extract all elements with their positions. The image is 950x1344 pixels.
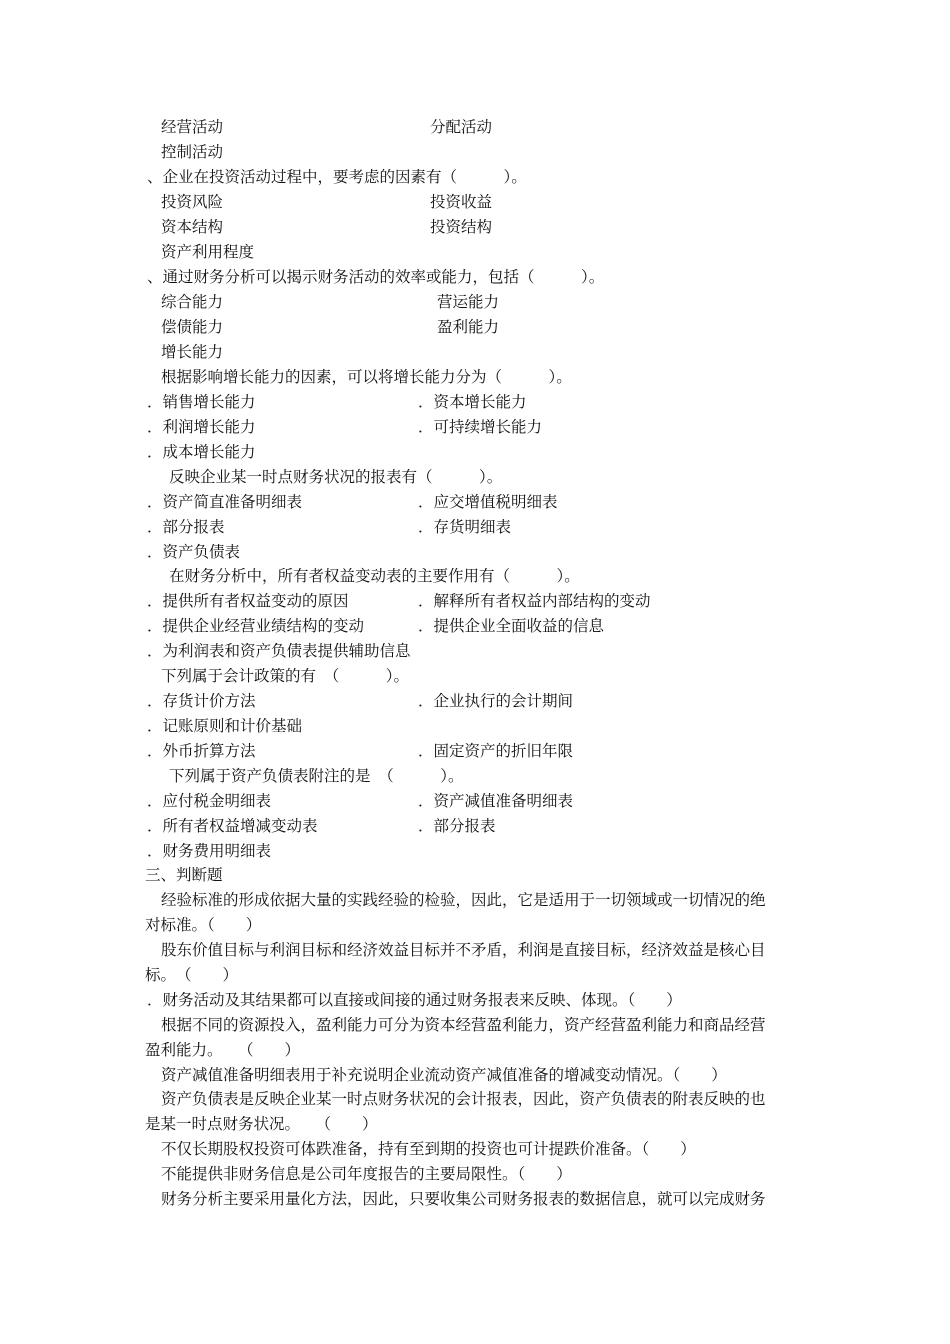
statement-text: 资产负债表是反映企业某一时点财务状况的会计报表，因此，资产负债表的附表反映的也 xyxy=(161,1090,766,1108)
option-text: 投资风险 xyxy=(161,193,224,211)
option-text: ．解释所有者权益内部结构的变动 xyxy=(418,592,651,610)
option-text: ．可持续增长能力 xyxy=(418,418,543,436)
option-text: 增长能力 xyxy=(161,343,224,361)
question-text: 、企业在投资活动过程中，要考虑的因素有（ ）。 xyxy=(147,168,527,186)
option-text: 资本结构 xyxy=(161,218,224,236)
option-text: ．存货计价方法 xyxy=(147,692,256,710)
option-text: ．提供企业全面收益的信息 xyxy=(418,617,605,635)
option-text: ．外币折算方法 xyxy=(147,742,256,760)
option-text: ．利润增长能力 xyxy=(147,418,256,436)
option-text: ．资产简直准备明细表 xyxy=(147,493,303,511)
statement-text: 不仅长期股权投资可体跌准备，持有至到期的投资也可计提跌价准备。（ ） xyxy=(161,1140,696,1158)
section-heading: 三、判断题 xyxy=(145,866,223,884)
option-text: ．企业执行的会计期间 xyxy=(418,692,574,710)
statement-text: 股东价值目标与利润目标和经济效益目标并不矛盾，利润是直接目标，经济效益是核心目 xyxy=(161,941,766,959)
option-text: ．提供所有者权益变动的原因 xyxy=(147,592,349,610)
option-text: ．提供企业经营业绩结构的变动 xyxy=(147,617,365,635)
option-text: 盈利能力 xyxy=(437,318,500,336)
option-text: ．财务费用明细表 xyxy=(147,842,272,860)
statement-text: ．财务活动及其结果都可以直接或间接的通过财务报表来反映、体现。（ ） xyxy=(147,991,682,1009)
option-text: ．资本增长能力 xyxy=(418,393,527,411)
option-text: ．资产负债表 xyxy=(147,543,241,561)
statement-text: 经验标准的形成依据大量的实践经验的检验，因此，它是适用于一切领域或一切情况的绝 xyxy=(161,891,766,909)
option-text: ．应交增值税明细表 xyxy=(418,493,558,511)
question-text: 下列属于资产负债表附注的是 （ ）。 xyxy=(169,767,464,785)
option-text: 资产利用程度 xyxy=(161,243,255,261)
statement-text: 是某一时点财务状况。 （ ） xyxy=(145,1115,378,1133)
option-text: ．为利润表和资产负债表提供辅助信息 xyxy=(147,642,411,660)
option-text: ．固定资产的折旧年限 xyxy=(418,742,574,760)
option-text: ．所有者权益增减变动表 xyxy=(147,817,318,835)
option-text: 分配活动 xyxy=(430,118,493,136)
statement-text: 财务分析主要采用量化方法，因此，只要收集公司财务报表的数据信息，就可以完成财务 xyxy=(161,1190,766,1208)
option-text: 投资收益 xyxy=(430,193,493,211)
option-text: ．销售增长能力 xyxy=(147,393,256,411)
question-text: 根据影响增长能力的因素，可以将增长能力分为（ ）。 xyxy=(161,368,572,386)
question-text: 在财务分析中，所有者权益变动表的主要作用有（ ）。 xyxy=(169,567,580,585)
question-text: 、通过财务分析可以揭示财务活动的效率或能力，包括（ ）。 xyxy=(147,268,605,286)
option-text: 经营活动 xyxy=(161,118,224,136)
statement-text: 根据不同的资源投入，盈利能力可分为资本经营盈利能力，资产经营盈利能力和商品经营 xyxy=(161,1016,766,1034)
option-text: ．资产减值准备明细表 xyxy=(418,792,574,810)
option-text: ．部分报表 xyxy=(147,518,225,536)
option-text: 偿债能力 xyxy=(161,318,224,336)
option-text: 营运能力 xyxy=(437,293,500,311)
statement-text: 对标准。（ ） xyxy=(145,916,262,934)
option-text: 控制活动 xyxy=(161,143,224,161)
statement-text: 不能提供非财务信息是公司年度报告的主要局限性。（ ） xyxy=(161,1165,572,1183)
option-text: 综合能力 xyxy=(161,293,224,311)
option-text: ．部分报表 xyxy=(418,817,496,835)
statement-text: 资产减值准备明细表用于补充说明企业流动资产减值准备的增减变动情况。（ ） xyxy=(161,1066,727,1084)
question-text: 下列属于会计政策的有 （ ）。 xyxy=(161,667,410,685)
option-text: ．记账原则和计价基础 xyxy=(147,717,303,735)
option-text: ．应付税金明细表 xyxy=(147,792,272,810)
statement-text: 标。 （ ） xyxy=(145,966,239,984)
option-text: ．成本增长能力 xyxy=(147,443,256,461)
option-text: 投资结构 xyxy=(430,218,493,236)
question-text: 反映企业某一时点财务状况的报表有（ ）。 xyxy=(169,468,503,486)
statement-text: 盈利能力。 （ ） xyxy=(145,1041,301,1059)
option-text: ．存货明细表 xyxy=(418,518,512,536)
